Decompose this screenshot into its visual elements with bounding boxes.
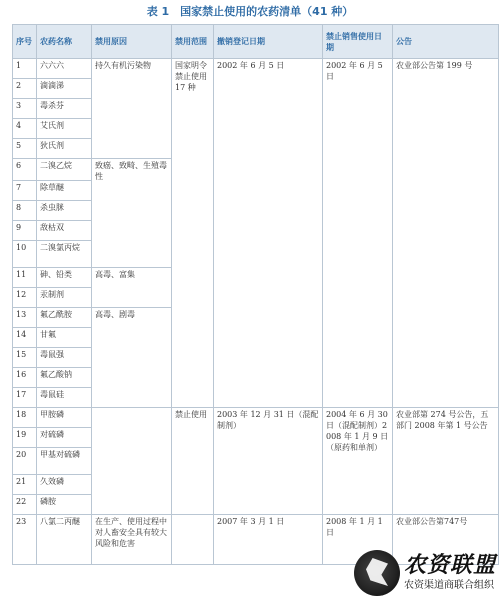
row-index: 20 (13, 448, 37, 475)
row-index: 4 (13, 119, 37, 139)
row-index: 14 (13, 328, 37, 348)
row-index: 13 (13, 308, 37, 328)
row-index: 8 (13, 201, 37, 221)
pesticide-name: 狄氏剂 (37, 139, 92, 159)
notice-cell: 农业部公告第 199 号 (393, 59, 499, 408)
row-index: 1 (13, 59, 37, 79)
pesticide-name: 磷胺 (37, 495, 92, 515)
pesticide-name: 砷、铅类 (37, 268, 92, 288)
row-index: 15 (13, 348, 37, 368)
pesticide-name: 氟乙酸钠 (37, 368, 92, 388)
row-index: 6 (13, 159, 37, 181)
ban-date-cell: 2002 年 6 月 5 日 (323, 59, 393, 408)
header-notice: 公告 (393, 25, 499, 59)
watermark-text (404, 553, 496, 593)
pesticide-name: 杀虫脒 (37, 201, 92, 221)
pesticide-name: 艾氏剂 (37, 119, 92, 139)
pesticide-name: 除草醚 (37, 181, 92, 201)
row-index: 10 (13, 241, 37, 268)
row-index: 23 (13, 515, 37, 565)
revoke-date-cell: 2003 年 12 月 31 日（混配制剂） (214, 408, 323, 515)
reason-cell: 高毒、剧毒 (92, 308, 172, 408)
row-index: 16 (13, 368, 37, 388)
row-index: 3 (13, 99, 37, 119)
row-index: 2 (13, 79, 37, 99)
header-scope: 禁用范围 (172, 25, 214, 59)
notice-cell: 农业部第 274 号公告，五部门 2008 年第 1 号公告 (393, 408, 499, 515)
row-index: 11 (13, 268, 37, 288)
pesticide-name: 汞制剂 (37, 288, 92, 308)
reason-cell: 致癌、致畸、生殖毒性 (92, 159, 172, 268)
header-ban-date: 禁止销售使用日期 (323, 25, 393, 59)
row-index: 7 (13, 181, 37, 201)
pesticide-name: 八氯二丙醚 (37, 515, 92, 565)
header-reason: 禁用原因 (92, 25, 172, 59)
reason-cell (92, 408, 172, 515)
row-index: 22 (13, 495, 37, 515)
pesticide-name: 甘氟 (37, 328, 92, 348)
pesticide-name: 毒杀芬 (37, 99, 92, 119)
row-index: 12 (13, 288, 37, 308)
pesticide-name: 氟乙酰胺 (37, 308, 92, 328)
watermark (316, 546, 496, 600)
pesticide-name: 对硫磷 (37, 428, 92, 448)
header-index: 序号 (13, 25, 37, 59)
pesticide-name: 久效磷 (37, 475, 92, 495)
pesticide-name: 敌枯双 (37, 221, 92, 241)
reason-cell: 在生产、使用过程中对人畜安全具有较大风险和危害 (92, 515, 172, 565)
table-title: 表 1 国家禁止使用的农药清单（41 种） (146, 5, 354, 18)
row-index: 21 (13, 475, 37, 495)
pesticide-name: 二溴乙烷 (37, 159, 92, 181)
pesticide-name: 六六六 (37, 59, 92, 79)
row-index: 17 (13, 388, 37, 408)
notice-cell: 农业部公告第747号 (393, 515, 499, 565)
pesticide-name: 甲基对硫磷 (37, 448, 92, 475)
row-index: 19 (13, 428, 37, 448)
revoke-date-cell: 2002 年 6 月 5 日 (214, 59, 323, 408)
scope-cell: 国家明令禁止使用 17 种 (172, 59, 214, 408)
scope-cell: 禁止使用 (172, 408, 214, 515)
ban-date-cell: 2004 年 6 月 30 日（混配制剂）2008 年 1 月 9 日（原药和单剂） (323, 408, 393, 515)
revoke-date-cell: 2007 年 3 月 1 日 (214, 515, 323, 565)
pesticide-name: 甲胺磷 (37, 408, 92, 428)
pesticide-name: 毒鼠强 (37, 348, 92, 368)
watermark-org: 农资渠道商联合组织 (403, 580, 494, 591)
scope-cell (172, 515, 214, 565)
header-revoke-date: 撤销登记日期 (214, 25, 323, 59)
bull-logo-icon (354, 550, 400, 596)
row-index: 18 (13, 408, 37, 428)
banned-pesticide-table (12, 24, 499, 565)
pesticide-name: 滴滴涕 (37, 79, 92, 99)
pesticide-name: 二溴氯丙烷 (37, 241, 92, 268)
row-index: 5 (13, 139, 37, 159)
reason-cell: 高毒、富集 (92, 268, 172, 308)
watermark-brand: 农资联盟 (403, 553, 496, 578)
pesticide-name: 毒鼠硅 (37, 388, 92, 408)
ban-date-cell: 2008 年 1 月 1 日 (323, 515, 393, 565)
header-name: 农药名称 (37, 25, 92, 59)
row-index: 9 (13, 221, 37, 241)
reason-cell: 持久有机污染物 (92, 59, 172, 159)
